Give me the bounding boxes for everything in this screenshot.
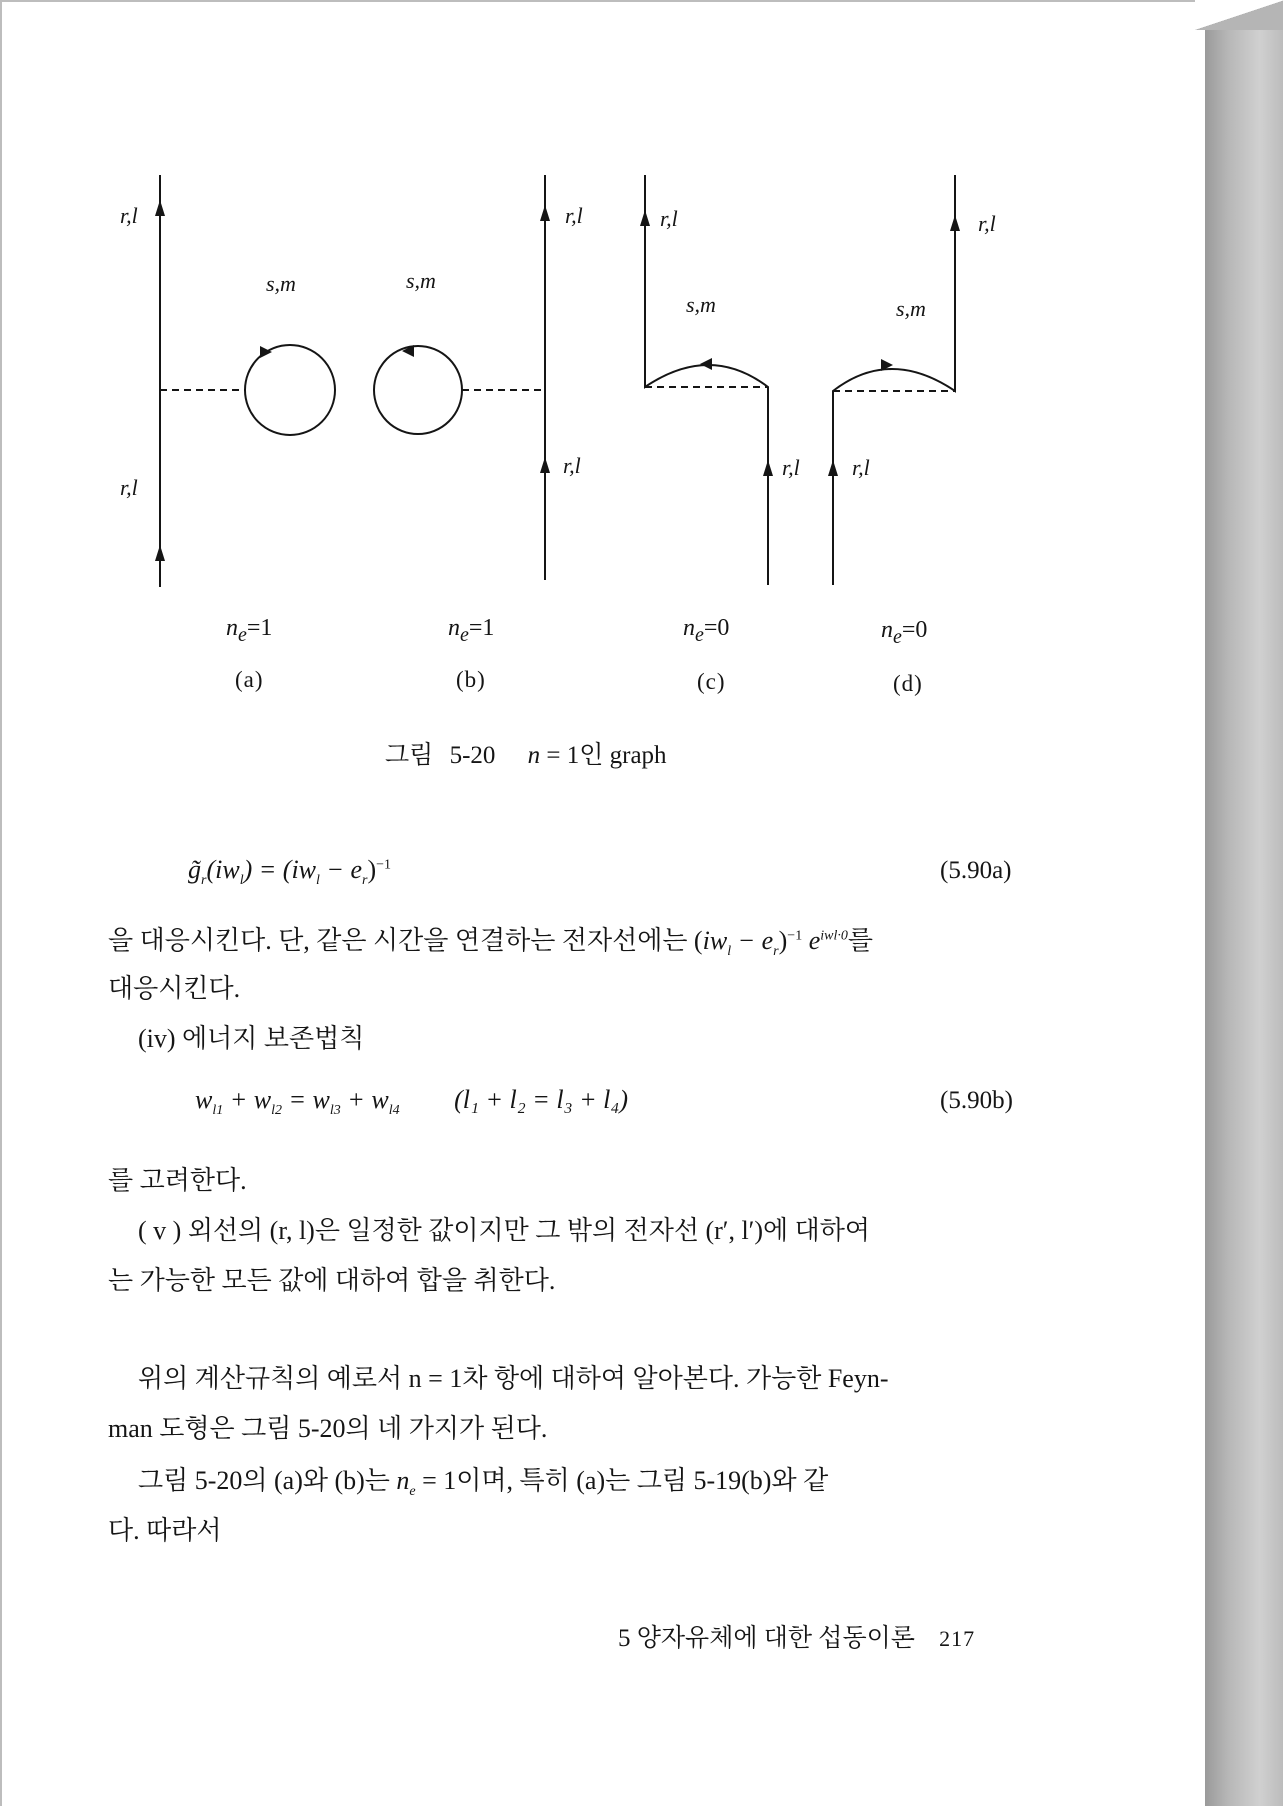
arrow-icon (540, 205, 550, 221)
label-b-bottom: r,l (563, 453, 581, 478)
label-d-bottom: r,l (852, 455, 870, 480)
chapter-title: 5 양자유체에 대한 섭동이론 (618, 1625, 915, 1652)
page-footer (618, 1618, 975, 1654)
diagram-d-electron-line (833, 175, 955, 585)
label-c-arc: s,m (686, 292, 716, 317)
arrow-icon (155, 545, 165, 561)
arrow-icon (763, 460, 773, 476)
label-d-top: r,l (978, 211, 996, 236)
sublabel-c: (c) (697, 669, 726, 694)
ne-label-b: $n_e=1$ (448, 615, 495, 646)
figure-caption: 그림 5-20 n = 1인 graph (385, 742, 667, 769)
equation-5-90a: $g̃_r(iw_l) = (iw_l - e_r)^{-1}$ (188, 855, 392, 889)
paragraph-3-line-2: 다. 따라서 (108, 1516, 222, 1545)
label-a-bottom: r,l (120, 475, 138, 500)
label-a-loop: s,m (266, 271, 296, 296)
arrow-icon (700, 358, 712, 370)
sublabel-d: (d) (893, 671, 923, 696)
diagram-b-loop (374, 346, 462, 434)
paragraph-3-line-1: 그림 5-20의 (a)와 (b)는 $n_e = 1$이며, 특히 (a)는 그림 5-19(b)와 같 (138, 1466, 829, 1500)
label-c-bottom: r,l (782, 455, 800, 480)
arrow-icon (828, 460, 838, 476)
rule-iv-heading: (iv) 에너지 보존법칙 (138, 1024, 365, 1053)
sublabel-a: (a) (235, 667, 264, 692)
arrow-icon (540, 457, 550, 473)
arrow-icon (640, 210, 650, 226)
page-number: 217 (939, 1626, 976, 1651)
equation-number-5-90b: (5.90b) (940, 1087, 1013, 1114)
label-a-top: r,l (120, 203, 138, 228)
arrow-icon (155, 200, 165, 216)
arrow-icon (950, 215, 960, 231)
paragraph-2-line-2: man 도형은 그림 5-20의 네 가지가 된다. (108, 1414, 548, 1443)
diagram-c-electron-line (645, 175, 768, 585)
label-b-top: r,l (565, 203, 583, 228)
label-c-top: r,l (660, 206, 678, 231)
arrow-icon (260, 346, 272, 358)
paragraph-1-line-1: 을 대응시킨다. 단, 같은 시간을 연결하는 전자선에는 $(iw_l - e_r)^{-1}$ $e^{iwl\cdot 0}$를 (108, 926, 873, 960)
ne-label-a: $n_e=1$ (226, 615, 273, 646)
sublabel-b: (b) (456, 667, 486, 692)
label-b-loop: s,m (406, 268, 436, 293)
equation-5-90b: $w_{l1} + w_{l2} = w_{l3} + w_{l4}$ (l₁ + l₂ = l₃ + l₄) (195, 1085, 629, 1119)
label-d-arc: s,m (896, 296, 926, 321)
page-corner (1195, 0, 1283, 30)
ne-label-c: $n_e=0$ (683, 615, 730, 646)
equation-number-5-90a: (5.90a) (940, 857, 1012, 884)
consider-line: 를 고려한다. (108, 1166, 247, 1195)
paragraph-2-line-1: 위의 계산규칙의 예로서 n = 1차 항에 대하여 알아본다. 가능한 Feyn- (138, 1364, 889, 1393)
feynman-diagram-figure (100, 175, 1050, 715)
ne-label-d: $n_e=0$ (881, 617, 928, 648)
rule-v-line-2: 는 가능한 모든 값에 대하여 합을 취한다. (108, 1266, 556, 1295)
rule-v-line-1: ( v ) 외선의 (r, l)은 일정한 값이지만 그 밖의 전자선 (r′, l′)에 대하여 (138, 1216, 870, 1245)
paragraph-1-line-2: 대응시킨다. (108, 974, 241, 1003)
diagram-a-loop (245, 345, 335, 435)
page-edge-shadow (1205, 8, 1283, 1806)
